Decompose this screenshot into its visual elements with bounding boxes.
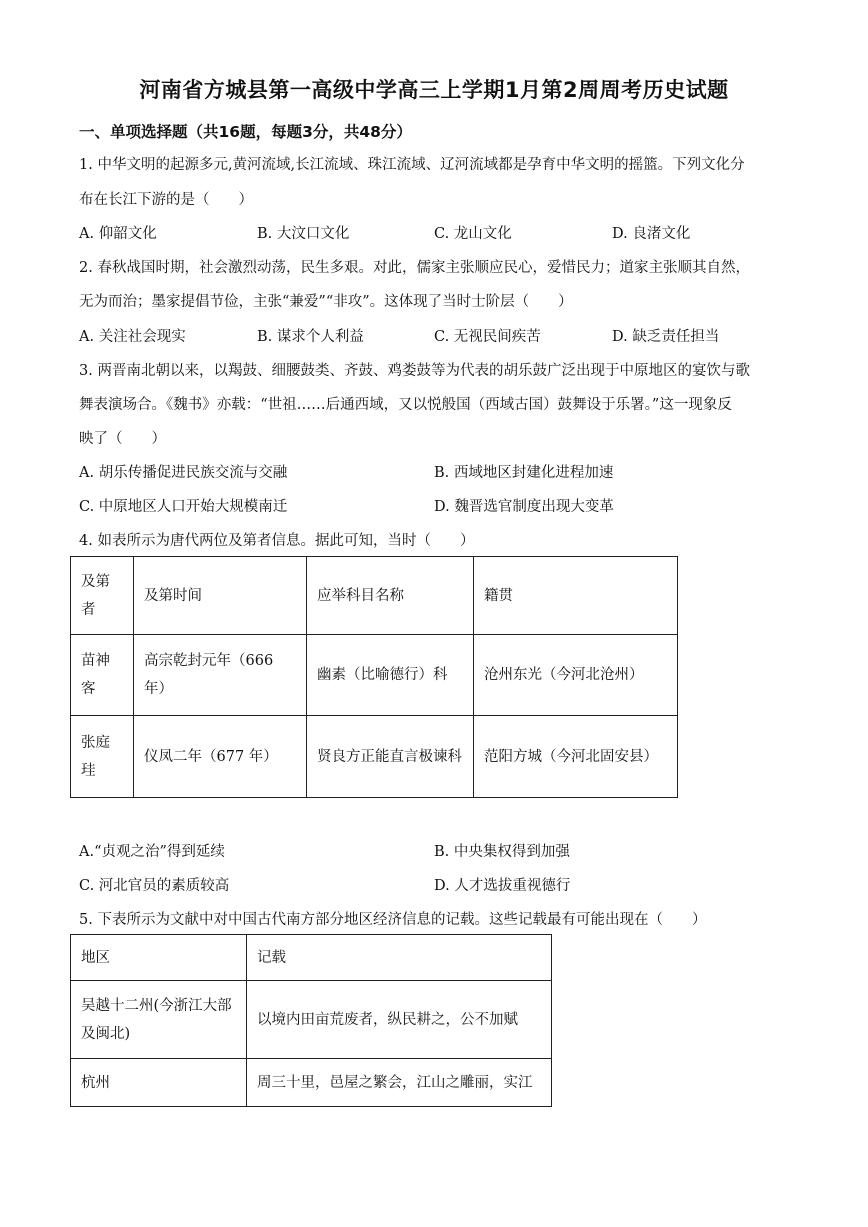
q3-stem-line2: 舞表演场合。《魏书》亦载：“世祖……后通西域，又以悦般国（西域古国）鼓舞设于乐署。”这一现象反	[79, 397, 732, 413]
q1-stem-line1: 1. 中华文明的起源多元,黄河流域,长江流域、珠江流域、辽河流域都是孕育中华文明的摇篮。下列文化分	[79, 157, 745, 173]
q2-stem-line2: 无为而治；墨家提倡节俭，主张“兼爱”“非攻”。这体现了当时士阶层（ ）	[79, 294, 573, 310]
table-header-cell: 应举科目名称	[307, 557, 474, 635]
q4-option-a: A.“贞观之治”得到延续	[79, 844, 225, 860]
q1-option-b: B. 大汶口文化	[257, 226, 350, 242]
q1-stem-line2: 布在长江下游的是（ ）	[79, 192, 253, 208]
q2-option-a: A. 关注社会现实	[79, 329, 186, 345]
q4-option-c: C. 河北官员的素质较高	[79, 878, 230, 894]
q3-stem-line3: 映了（ ）	[79, 431, 166, 447]
q5-stem: 5. 下表所示为文献中对中国古代南方部分地区经济信息的记载。这些记载最有可能出现在（ ）	[79, 912, 707, 928]
q4-option-d: D. 人才选拔重视德行	[434, 878, 571, 894]
q1-option-d: D. 良渚文化	[612, 226, 691, 242]
table-header-cell: 记载	[247, 935, 552, 981]
q2-option-c: C. 无视民间疾苦	[434, 329, 541, 345]
table-cell: 杭州	[71, 1059, 247, 1107]
q2-option-b: B. 谋求个人利益	[257, 329, 364, 345]
q5-table	[70, 934, 552, 1107]
table-row	[71, 716, 678, 798]
q4-option-b: B. 中央集权得到加强	[434, 844, 570, 860]
q4-stem: 4. 如表所示为唐代两位及第者信息。据此可知，当时（ ）	[79, 533, 475, 549]
table-cell: 沧州东光（今河北沧州）	[474, 635, 678, 716]
table-row	[71, 635, 678, 716]
table-row	[71, 1059, 552, 1107]
table-cell: 高宗乾封元年（666 年）	[134, 635, 307, 716]
table-cell: 贤良方正能直言极谏科	[307, 716, 474, 798]
section-heading: 一、单项选择题（共16题，每题3分，共48分）	[79, 123, 412, 141]
q3-option-a: A. 胡乐传播促进民族交流与交融	[79, 465, 288, 481]
table-header-row	[71, 557, 678, 635]
page-title: 河南省方城县第一高级中学高三上学期1月第2周周考历史试题	[139, 78, 729, 102]
table-cell: 张庭珪	[71, 716, 134, 798]
table-cell: 苗神客	[71, 635, 134, 716]
q1-option-a: A. 仰韶文化	[79, 226, 157, 242]
table-cell: 吴越十二州(今浙江大部及闽北)	[71, 981, 247, 1059]
table-row	[71, 981, 552, 1059]
q3-option-d: D. 魏晋选官制度出现大变革	[434, 499, 614, 515]
table-header-row	[71, 935, 552, 981]
q3-option-c: C. 中原地区人口开始大规模南迁	[79, 499, 288, 515]
table-cell: 范阳方城（今河北固安县）	[474, 716, 678, 798]
q2-option-d: D. 缺乏责任担当	[612, 329, 720, 345]
table-cell: 以境内田亩荒废者，纵民耕之，公不加赋	[247, 981, 552, 1059]
table-cell: 幽素（比喻德行）科	[307, 635, 474, 716]
table-header-cell: 籍贯	[474, 557, 678, 635]
q3-option-b: B. 西域地区封建化进程加速	[434, 465, 614, 481]
table-header-cell: 地区	[71, 935, 247, 981]
q3-stem-line1: 3. 两晋南北朝以来，以羯鼓、细腰鼓类、齐鼓、鸡娄鼓等为代表的胡乐鼓广泛出现于中原地区的宴饮与歌	[79, 363, 750, 379]
table-cell: 周三十里，邑屋之繁会，江山之雕丽，实江	[247, 1059, 552, 1107]
q1-option-c: C. 龙山文化	[434, 226, 512, 242]
table-header-cell: 及第者	[71, 557, 134, 635]
q4-table	[70, 556, 678, 798]
table-cell: 仪凤二年（677 年）	[134, 716, 307, 798]
table-header-cell: 及第时间	[134, 557, 307, 635]
q2-stem-line1: 2. 春秋战国时期，社会激烈动荡，民生多艰。对此，儒家主张顺应民心，爱惜民力；道家主张顺其自然，	[79, 260, 750, 276]
